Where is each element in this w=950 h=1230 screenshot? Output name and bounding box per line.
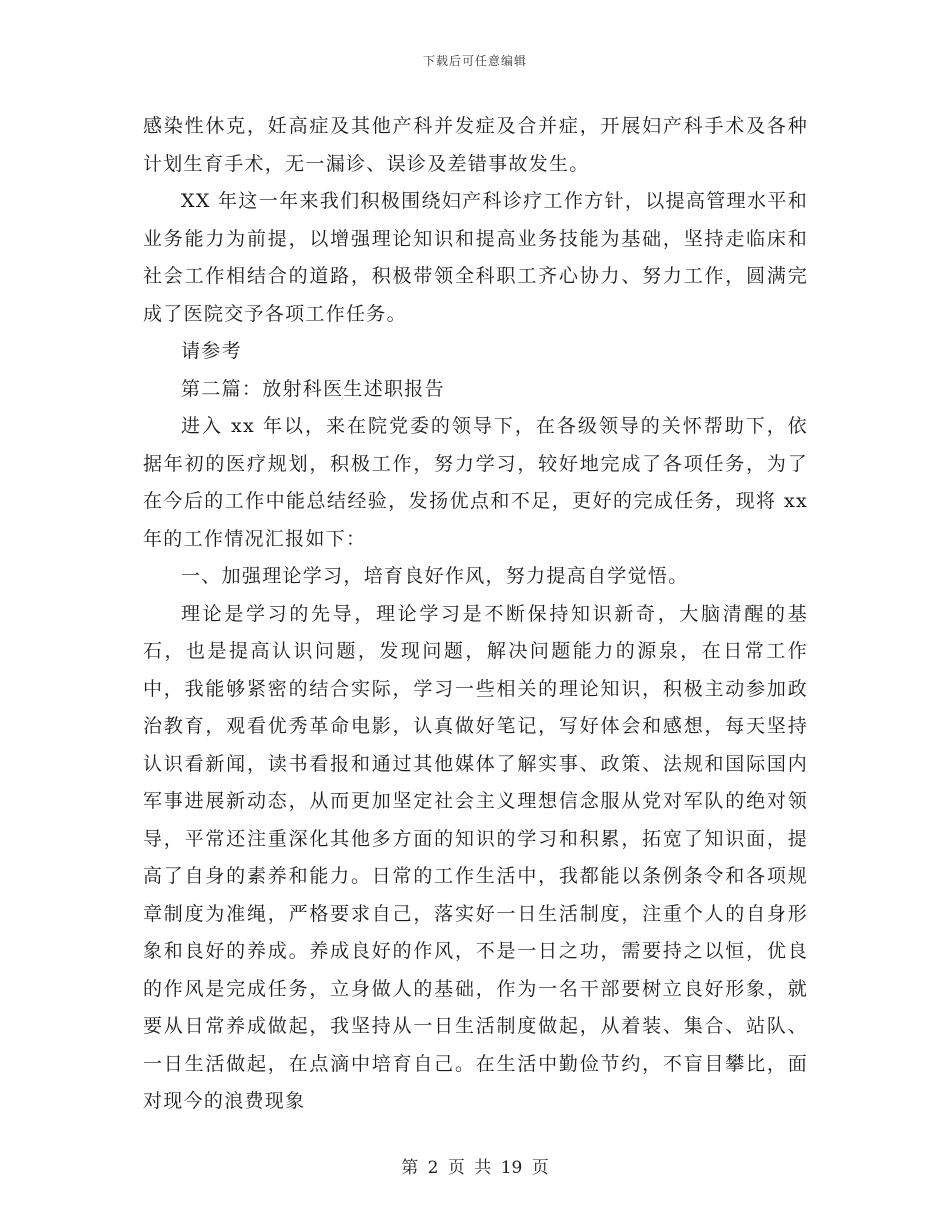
subsection-heading: 一、加强理论学习，培育良好作风，努力提高自学觉悟。 [181,565,689,587]
paragraph: 请参考 [181,340,242,362]
paragraph: XX 年这一年来我们积极围绕妇产科诊疗工作方针，以提高管理水平和业务能力为前提，以增强理论知识和提高业务技能为基础，坚持走临床和社会工作相结合的道路，积极带领全科职工齐心协力、努力工作，圆满完成了医院交予各项工作任务。 [143,190,808,325]
paragraph: 理论是学习的先导，理论学习是不断保持知识新奇，大脑清醒的基石，也是提高认识问题，发现问题，解决问题能力的源泉，在日常工作中，我能够紧密的结合实际，学习一些相关的理论知识，积极主动参加政治教育，观看优秀革命电影，认真做好笔记，写好体会和感想，每天坚持认识看新闻，读书看报和通过其他媒体了解实事、政策、法规和国际国内军事进展新动态，从而更加坚定社会主义理想信念服从党对军队的绝对领导，平常还注重深化其他多方面的知识的学习和积累，拓宽了知识面，提高了自身的素养和能力。日常的工作生活中，我都能以条例条令和各项规章制度为准绳，严格要求自己，落实好一日生活制度，注重个人的自身形象和良好的养成。养成良好的作风，不是一日之功，需要持之以恒，优良的作风是完成任务，立身做人的基础，作为一名干部要树立良好形象，就要从日常养成做起，我坚持从一日生活制度做起，从着装、集合、站队、一日生活做起，在点滴中培育自己。在生活中勤俭节约，不盲目攀比，面对现今的浪费现象 [143,602,808,1112]
section-heading: 第二篇：放射科医生述职报告 [181,377,445,400]
page-header: 下载后可任意编辑 [422,54,527,68]
page-number: 第 2 页 共 19 页 [401,1158,549,1178]
paragraph: 感染性休克，妊高症及其他产科并发症及合并症，开展妇产科手术及各种计划生育手术，无一漏诊、误诊及差错事故发生。 [143,115,808,175]
paragraph: 进入 xx 年以，来在院党委的领导下，在各级领导的关怀帮助下，依据年初的医疗规划，积极工作，努力学习，较好地完成了各项任务，为了在今后的工作中能总结经验，发扬优点和不足，更好的完成任务，现将 xx 年的工作情况汇报如下： [143,415,808,550]
document-body [143,108,808,1121]
